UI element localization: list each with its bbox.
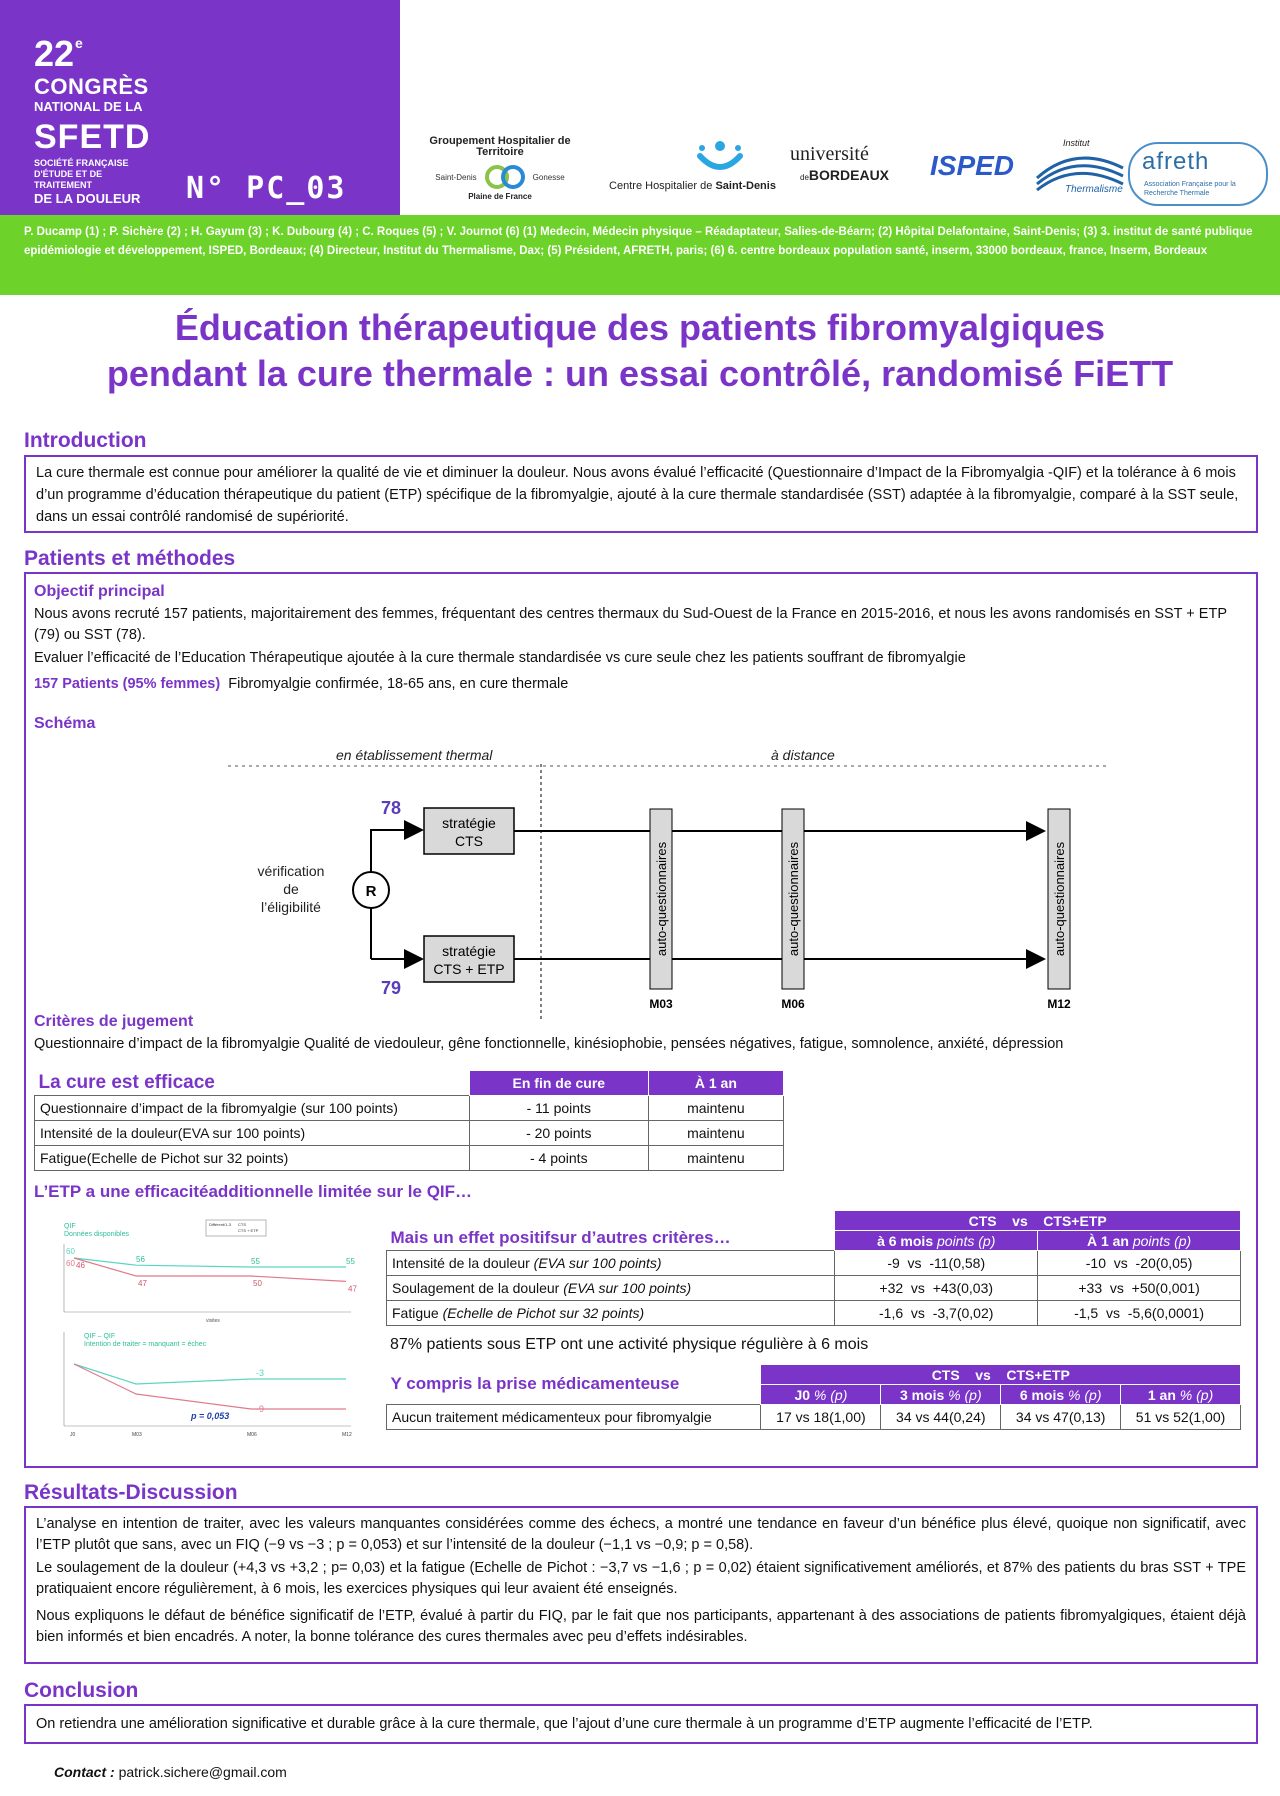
cure-row-year: maintenu (648, 1121, 783, 1146)
medication-table-title: Y compris la prise médicamenteuse (390, 1374, 680, 1394)
criteria-heading: Critères de jugement (34, 1013, 194, 1030)
congress-edition: 22e (34, 33, 83, 74)
ght-logo-left: Saint-Denis (435, 172, 477, 182)
effect-col-6m: à 6 mois points (p) (835, 1231, 1038, 1251)
cure-row-end: - 11 points (469, 1096, 648, 1121)
objective-heading: Objectif principal (34, 583, 165, 600)
qif-x-tick: M06 (247, 1432, 257, 1438)
arm-top-label-2: CTS (455, 833, 483, 849)
study-schema (226, 744, 1106, 1024)
study-schema-svg (226, 744, 1106, 1024)
eligibility-label-2: de (283, 881, 299, 897)
qif-point-label: 46 (76, 1261, 85, 1270)
introduction-text: La cure thermale est connue pour améliorer la qualité de vie et diminuer la douleur. Nous avons évalué l’efficacité (Questionnaire d’Impact de la Fibromyalgia -QIF) et la tolérance à 6 mois d’un programme d’éducation thérapeutique du patient (ETP) spécifique de la fibromyalgie, ajouté à la cure thermale standardisée (SST) adaptée à la fibromyalgie, comparé à la SST seule, dans un essai contrôlé randomisé de supériorité. (36, 465, 1239, 525)
table-row (35, 1146, 784, 1171)
randomization-label: R (365, 883, 377, 900)
poster-title-line2: pendant la cure thermale : un essai contrôlé, randomisé FiETT (106, 353, 1174, 394)
universite-bordeaux-logo (790, 144, 910, 204)
methods-box (24, 572, 1258, 1468)
qif-point-label: 55 (251, 1257, 260, 1266)
ub-logo-line1: université (790, 143, 869, 165)
activity-note: 87% patients sous ETP ont une activité physique régulière à 6 mois (390, 1336, 869, 1353)
congress-line2: NATIONAL DE LA (34, 99, 143, 114)
effect-table-header: CTS vs CTS+ETP (835, 1211, 1241, 1231)
effect-col-1y: À 1 an points (p) (1038, 1231, 1241, 1251)
methods-heading: Patients et méthodes (24, 547, 236, 570)
results-paragraph-2: Le soulagement de la douleur (+4,3 vs +3,2 ; p= 0,03) et la fatigue (Echelle de Pichot : −3,7 vs −1,6 ; p = 0,02) étaient significativement améliorés, et 87% des patients du bras SST + TPE pratiquaient encore régulièrement, à 6 mois, les exercices physiques qui leur avaient été enseignés. (36, 1560, 1246, 1597)
qif-point-label: 56 (136, 1255, 145, 1265)
patients-count: 157 Patients (95% femmes) (34, 676, 221, 692)
poster-title-line1: Éducation thérapeutique des patients fibromyalgiques (174, 307, 1106, 348)
objective-goal: Evaluer l’efficacité de l’Education Thérapeutique ajoutée à la cure thermale standardisée vs cure seule chez les patients souffrant de fibromyalgie (34, 650, 966, 666)
qif-delta-line (74, 1364, 346, 1409)
qif-start-label: 60 (66, 1259, 75, 1268)
qif-start-label: 60 (66, 1247, 75, 1256)
qif-point-label: 50 (253, 1279, 262, 1288)
ght-logo (405, 136, 595, 211)
ght-logo-subtitle: Plaine de France (468, 192, 532, 201)
arm-top-line (371, 830, 374, 872)
qif-point-label: 47 (348, 1284, 357, 1294)
conclusion-text: On retiendra une amélioration significative et durable grâce à la cure thermale, que l’ajout d’une cure thermale à un programme d’ETP augmente l’efficacité de l’ETP. (36, 1716, 1093, 1732)
authors-band: P. Ducamp (1) ; P. Sichère (2) ; H. Gayum (3) ; K. Dubourg (4) ; C. Roques (5) ; V. Journot (6) (1) Medecin, Médecin physique – Réadaptateur, Salies-de-Béarn; (2) Hôpital Delafontaine, Saint-Denis; (3) 3. institut de santé publique epidémiologie et développement, ISPED, Bordeaux; (4) Directeur, Institut du Thermalisme, Dax; (5) Président, AFRETH, paris; (6) 6. centre bordeaux population santé, inserm, 33000 bordeaux, france, Inserm, Bordeaux (0, 215, 1280, 295)
objective-text: Nous avons recruté 157 patients, majoritairement des femmes, fréquentant des centres thermaux du Sud-Ouest de la France en 2015-2016, et nous les avons randomisés en SST + ETP (79) ou SST (78). (34, 606, 1227, 643)
results-paragraph-1: L’analyse en intention de traiter, avec les valeurs manquantes considérées comme des échecs, a montré une tendance en faveur d’un bénéfice plus élevé, quoique non significatif, avec l’ETP plutôt que sans, avec un FIQ (−9 vs −3 ; p = 0,053) et sur l’intensité de la douleur (−1,1 vs −0,9; p = 0,58). (36, 1516, 1246, 1553)
introduction-box (24, 455, 1258, 533)
chsd-logo (600, 140, 785, 200)
cure-table-header-end: En fin de cure (469, 1071, 648, 1096)
cure-row-end: - 4 points (469, 1146, 648, 1171)
effect-row-1y: +33 vs +50(0,001) (1038, 1276, 1241, 1301)
cure-row-end: - 20 points (469, 1121, 648, 1146)
arm-bottom-label-1: stratégie (442, 943, 496, 959)
effect-row-6m: -9 vs -11(0,58) (835, 1251, 1038, 1276)
time-label-m06: M06 (781, 997, 805, 1011)
qif-delta-label: -3 (256, 1368, 265, 1378)
results-paragraph-3: Nous expliquons le défaut de bénéfice significatif de l’ETP, évalué à partir du FIQ, par le fait que nos participants, appartenant à des associations de patients fibromyalgiques, étaient déjà bien informés et bien encadrés. A noter, la bonne tolérance des cures thermales avec peu d’effets indésirables. (36, 1608, 1246, 1645)
n-bottom-label: 79 (381, 978, 402, 998)
contact-email[interactable]: patrick.sichere@gmail.com (118, 1764, 287, 1780)
institut-thermalisme-logo (1035, 138, 1125, 198)
introduction-heading: Introduction (24, 429, 147, 452)
qif-x-tick: M12 (342, 1432, 352, 1438)
ght-logo-right: Gonesse (532, 172, 565, 182)
effect-row-label: Intensité de la douleur (EVA sur 100 points) (387, 1251, 835, 1276)
cure-row-label: Fatigue(Echelle de Pichot sur 32 points) (35, 1146, 470, 1171)
qif-series-line (74, 1258, 346, 1267)
afreth-logo-subtitle: Association Française pour la Recherche Thermale (1144, 181, 1236, 197)
isped-logo (930, 152, 1030, 197)
table-row (35, 1121, 784, 1146)
isped-logo-text: ISPED (930, 150, 1015, 181)
qif-x-caption: visites (206, 1318, 220, 1324)
cure-table-title: La cure est efficace (38, 1071, 215, 1093)
qif-delta-line (74, 1364, 346, 1384)
effect-table (386, 1210, 1241, 1326)
poster-title (0, 305, 1280, 397)
medication-row-j0: 17 vs 18(1,00) (761, 1405, 881, 1430)
time-label-m12: M12 (1047, 997, 1071, 1011)
cure-table (34, 1070, 784, 1171)
institut-logo-line1: Institut (1063, 138, 1090, 148)
conclusion-box (24, 1704, 1258, 1744)
criteria-text: Questionnaire d’impact de la fibromyalgie Qualité de viedouleur, gêne fonctionnelle, kinésiophobie, pensées négatives, fatigue, somnolence, anxiété, dépression (34, 1036, 1064, 1052)
questionnaire-label-m06: auto-questionnaires (786, 841, 801, 957)
zone-left-label: en établissement thermal (336, 747, 493, 763)
ght-rings-icon (483, 164, 527, 190)
medication-table (386, 1364, 1241, 1430)
congress-acronym: SFETD (34, 118, 151, 156)
effect-row-6m: +32 vs +43(0,03) (835, 1276, 1038, 1301)
qif-point-label: 47 (138, 1279, 147, 1288)
cure-row-year: maintenu (648, 1096, 783, 1121)
afreth-logo-name: afreth (1142, 148, 1210, 175)
afreth-logo (1128, 142, 1268, 206)
qif-x-tick: M03 (132, 1432, 142, 1438)
institut-logo-line2: Thermalisme (1065, 184, 1123, 195)
qif-legend-2: CTS (238, 1222, 246, 1227)
medication-row-label: Aucun traitement médicamenteux pour fibromyalgie (387, 1405, 761, 1430)
ub-logo-line2: deBORDEAUX (800, 167, 890, 183)
effect-row-label: Fatigue (Echelle de Pichot sur 32 points) (387, 1301, 835, 1326)
zone-right-label: à distance (771, 747, 835, 763)
ght-logo-title: Groupement Hospitalier de Territoire (429, 135, 571, 158)
arm-top-label-1: stratégie (442, 815, 496, 831)
arm-bottom-label-2: CTS + ETP (433, 961, 505, 977)
qif-top-label-2: Données disponibles (64, 1231, 129, 1238)
qif-top-label-1: QIF (64, 1223, 76, 1230)
qif-bottom-label-2: Intention de traiter = manquant = échec (84, 1341, 207, 1348)
medication-row-3m: 34 vs 44(0,24) (881, 1405, 1001, 1430)
qif-series-line (74, 1258, 346, 1281)
effect-table-title: Mais un effet positifsur d’autres critères… (390, 1228, 731, 1247)
contact-label: Contact : (54, 1764, 115, 1780)
table-row (387, 1405, 1241, 1430)
etp-heading: L’ETP a une efficacitéadditionnelle limitée sur le QIF… (34, 1182, 473, 1201)
table-row (387, 1276, 1241, 1301)
patients-criteria: Fibromyalgie confirmée, 18-65 ans, en cure thermale (228, 676, 569, 692)
results-box (24, 1506, 1258, 1664)
medication-col-j0: J0 % (p) (761, 1385, 881, 1405)
qif-legend-3: CTS + ETP (238, 1228, 259, 1233)
table-row (35, 1096, 784, 1121)
chsd-figure-icon (690, 138, 750, 178)
qif-chart-svg (56, 1214, 376, 1446)
table-row (387, 1251, 1241, 1276)
cure-row-year: maintenu (648, 1146, 783, 1171)
medication-table-header: CTS vs CTS+ETP (761, 1365, 1241, 1385)
eligibility-label-3: l’éligibilité (261, 899, 321, 915)
qif-p-value: p = 0,053 (191, 1411, 230, 1421)
qif-legend-1: Différent/1-3 (209, 1222, 231, 1227)
n-top-label: 78 (381, 798, 402, 818)
effect-row-6m: -1,6 vs -3,7(0,02) (835, 1301, 1038, 1326)
qif-bottom-label-1: QIF – QIF (84, 1333, 116, 1340)
table-row (387, 1301, 1241, 1326)
effect-row-1y: -1,5 vs -5,6(0,0001) (1038, 1301, 1241, 1326)
medication-col-3m: 3 mois % (p) (881, 1385, 1001, 1405)
congress-banner (0, 0, 400, 215)
cure-table-header-year: À 1 an (648, 1071, 783, 1096)
medication-row-1y: 51 vs 52(1,00) (1121, 1405, 1241, 1430)
congress-line1: CONGRÈS (34, 74, 149, 99)
questionnaire-label-m12: auto-questionnaires (1052, 841, 1067, 957)
medication-col-6m: 6 mois % (p) (1001, 1385, 1121, 1405)
qif-point-label: 55 (346, 1257, 355, 1266)
chsd-logo-text: Centre Hospitalier de Saint-Denis (609, 180, 776, 192)
medication-row-6m: 34 vs 47(0,13) (1001, 1405, 1121, 1430)
qif-x-tick: J0 (70, 1432, 76, 1438)
time-label-m03: M03 (649, 997, 673, 1011)
congress-line5: DE LA DOULEUR (34, 191, 141, 206)
patients-line (34, 674, 1244, 695)
conclusion-heading: Conclusion (24, 1679, 139, 1702)
results-heading: Résultats-Discussion (24, 1481, 238, 1504)
congress-society: SOCIÉTÉ FRANÇAISE D'ÉTUDE ET DE TRAITEMENT (34, 158, 129, 190)
cure-row-label: Intensité de la douleur(EVA sur 100 points) (35, 1121, 470, 1146)
poster-number: N° PC_03 (186, 171, 347, 206)
qif-chart (56, 1214, 376, 1446)
cure-row-label: Questionnaire d’impact de la fibromyalgie (sur 100 points) (35, 1096, 470, 1121)
qif-delta-label: -9 (256, 1404, 265, 1414)
schema-heading: Schéma (34, 715, 96, 732)
questionnaire-label-m03: auto-questionnaires (654, 841, 669, 957)
effect-row-label: Soulagement de la douleur (EVA sur 100 points) (387, 1276, 835, 1301)
medication-col-1y: 1 an % (p) (1121, 1385, 1241, 1405)
eligibility-label-1: vérification (257, 863, 325, 879)
effect-row-1y: -10 vs -20(0,05) (1038, 1251, 1241, 1276)
contact-line (54, 1764, 287, 1780)
